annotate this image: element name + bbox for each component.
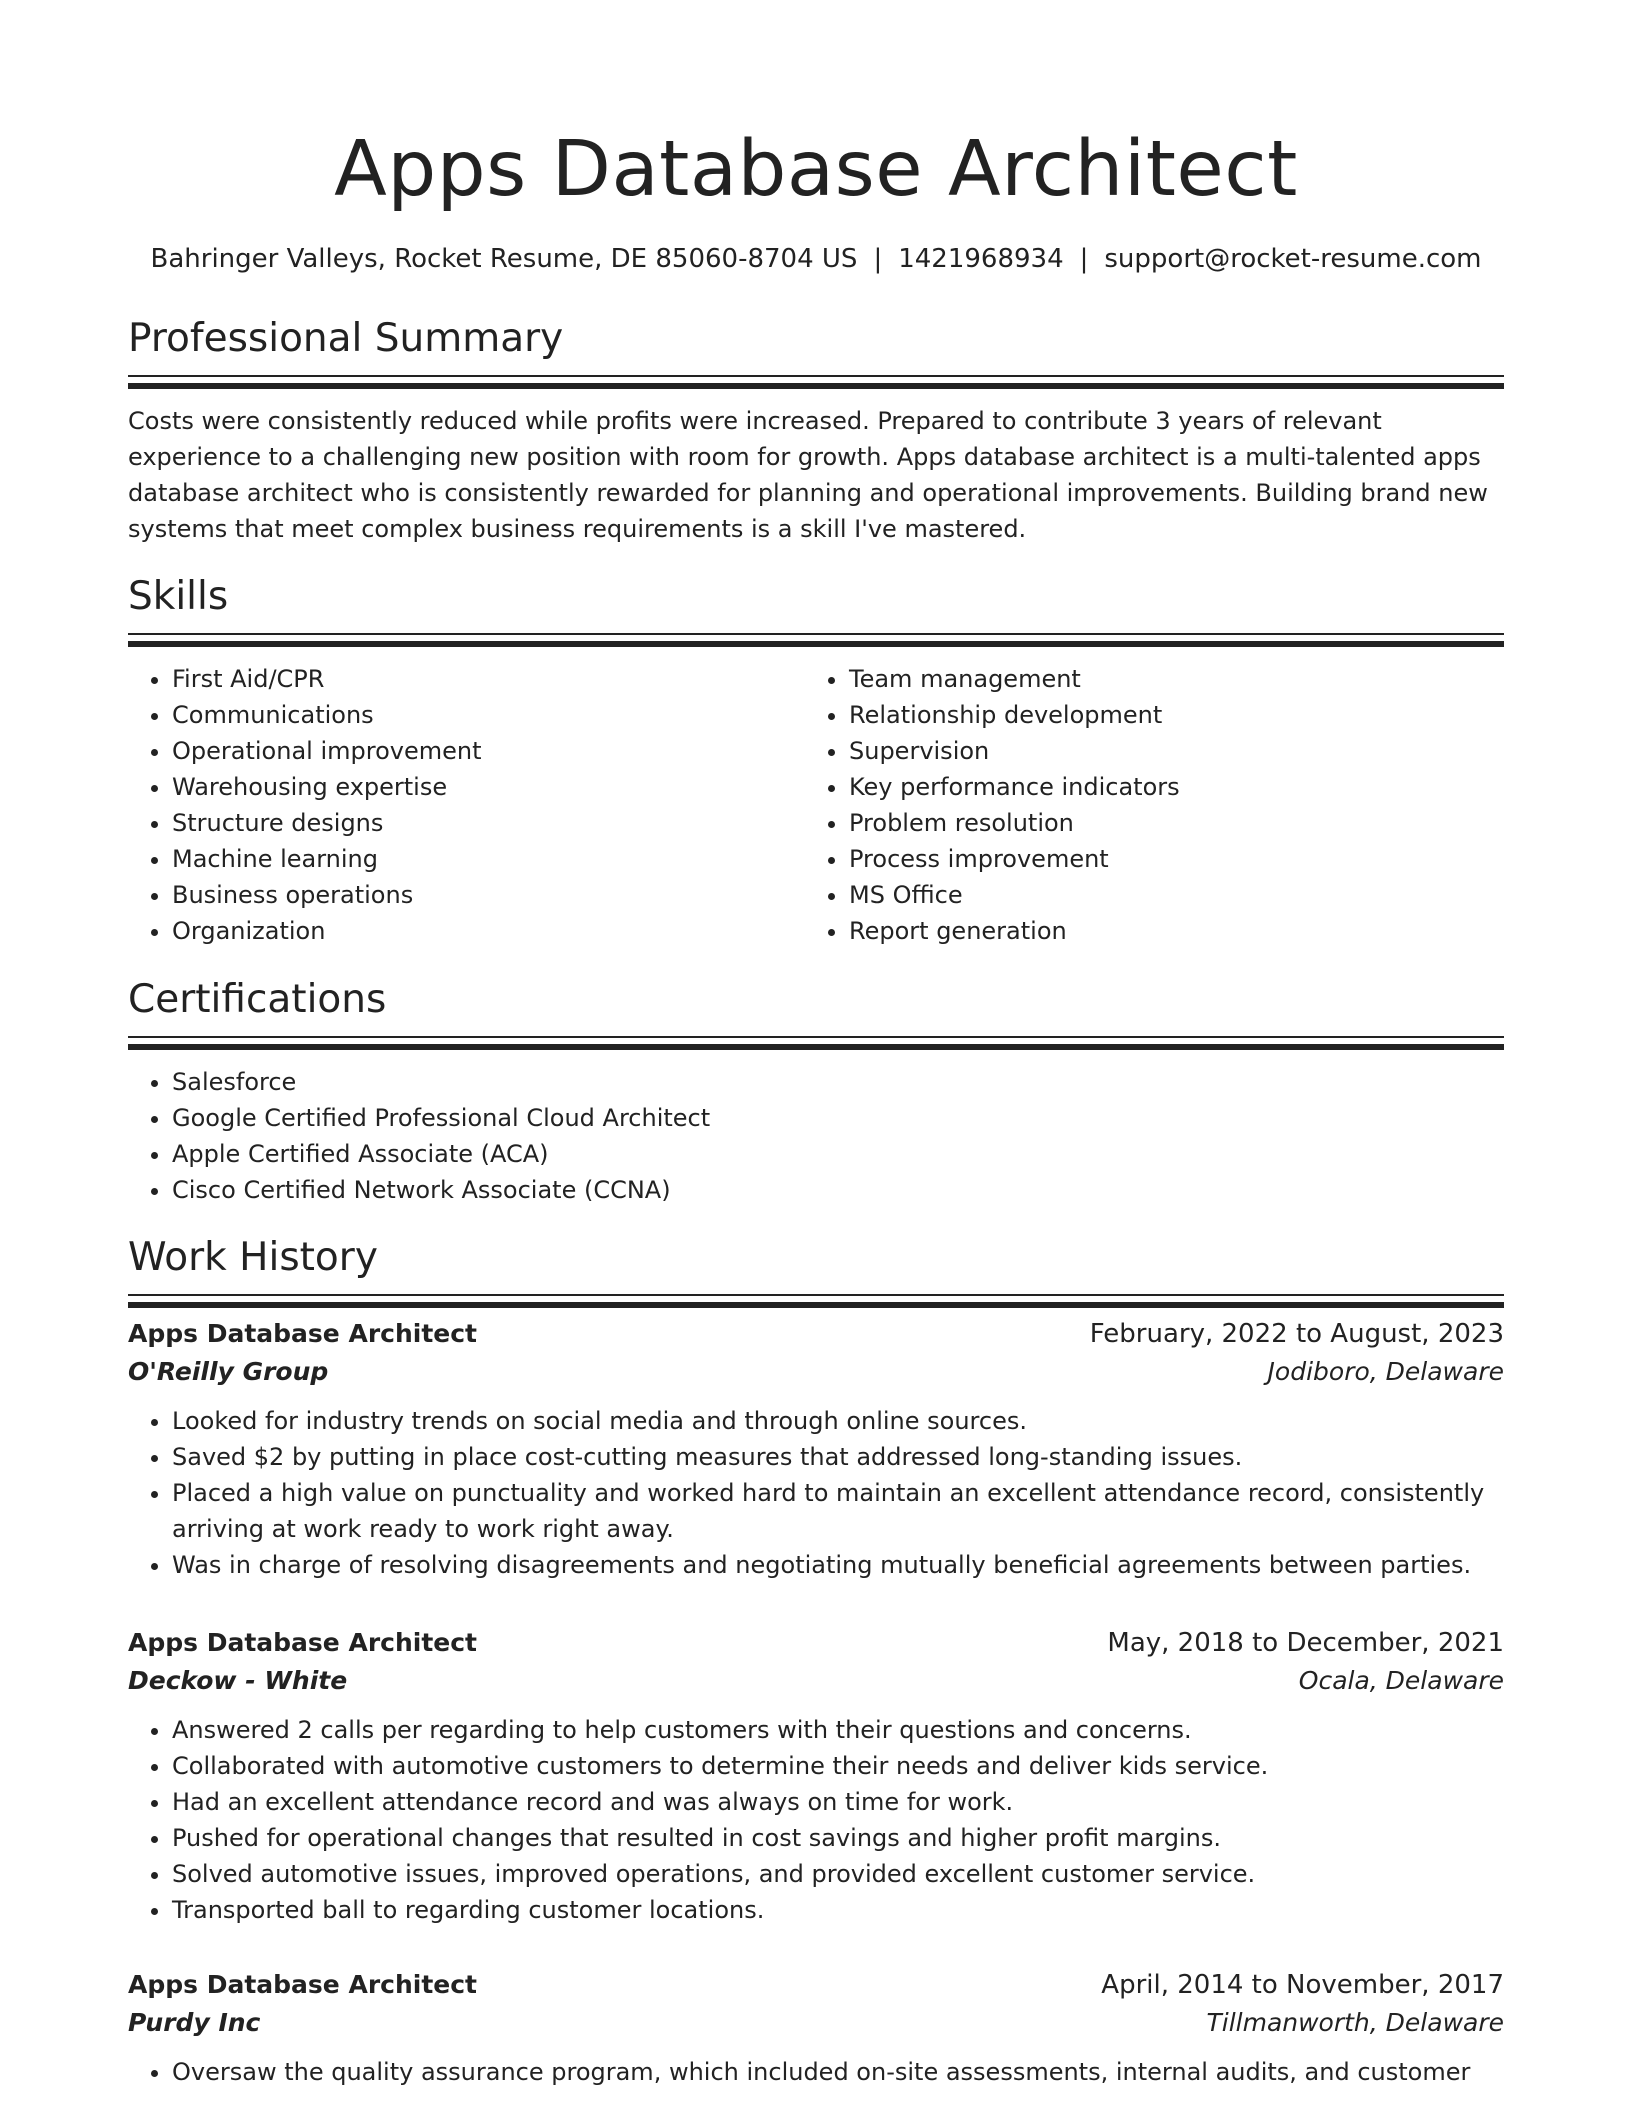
section-divider: [128, 1036, 1504, 1050]
contact-email: support@rocket-resume.com: [1104, 244, 1482, 274]
contact-line: [128, 242, 1504, 276]
skill-item: • Key performance indicators: [849, 769, 1482, 805]
job-entry: [128, 1624, 1504, 1928]
job-bullets: [128, 1403, 1504, 1583]
job-bullets: [128, 2054, 1504, 2090]
job-bullet: • Pushed for operational changes that resulted in cost savings and higher profit margins.: [172, 1820, 1504, 1856]
section-divider: [128, 633, 1504, 647]
job-location: Ocala, Delaware: [1298, 1666, 1504, 1695]
job-company: Purdy Inc: [128, 2008, 261, 2037]
job-location: Tillmanworth, Delaware: [1206, 2008, 1504, 2037]
summary-text: Costs were consistently reduced while profits were increased. Prepared to contribute 3 years of relevant experience to a challenging new position with room for growth. Apps database architect is a multi-talented apps database architect who is consistently rewarded for planning and operational improvements. Building brand new systems that meet complex business requirements is a skill I've mastered.: [128, 407, 1488, 543]
skill-item: • Team management: [849, 661, 1482, 697]
certification-item: • Cisco Certified Network Associate (CCNA): [172, 1172, 1504, 1208]
skills-list-right: [805, 661, 1482, 949]
job-bullet: • Was in charge of resolving disagreements and negotiating mutually beneficial agreements between parties.: [172, 1547, 1504, 1583]
certification-item: • Apple Certified Associate (ACA): [172, 1136, 1504, 1172]
work-history-section: [128, 1234, 1504, 1308]
certification-item: • Google Certified Professional Cloud Architect: [172, 1100, 1504, 1136]
section-title-work-history: Work History: [128, 1235, 378, 1280]
job-bullet: • Had an excellent attendance record and was always on time for work.: [172, 1784, 1504, 1820]
skill-item: • Relationship development: [849, 697, 1482, 733]
skill-item: • Report generation: [849, 913, 1482, 949]
job-title: Apps Database Architect: [128, 1628, 478, 1657]
job-bullet: • Oversaw the quality assurance program, which included on-site assessments, internal audits, and customer: [172, 2054, 1504, 2090]
job-location: Jodiboro, Delaware: [1267, 1357, 1504, 1386]
job-bullet: • Solved automotive issues, improved operations, and provided excellent customer service.: [172, 1856, 1504, 1892]
skill-item: • Structure designs: [172, 805, 805, 841]
skills-columns: [128, 647, 1504, 949]
certifications-list: [128, 1064, 1504, 1208]
job-entry: [128, 1966, 1504, 2090]
skill-item: • Operational improvement: [172, 733, 805, 769]
job-bullet: • Placed a high value on punctuality and worked hard to maintain an excellent attendance record, consistently arriving at work ready to work right away.: [172, 1475, 1504, 1547]
section-divider: [128, 375, 1504, 389]
skill-item: • Organization: [172, 913, 805, 949]
contact-address: Bahringer Valleys, Rocket Resume, DE 85060-8704 US: [150, 244, 858, 274]
job-title: Apps Database Architect: [128, 1970, 478, 1999]
job-company: O'Reilly Group: [128, 1357, 329, 1386]
job-bullet: • Looked for industry trends on social media and through online sources.: [172, 1403, 1504, 1439]
skills-list-left: [128, 661, 805, 949]
section-title-certifications: Certifications: [128, 977, 387, 1022]
certification-item: • Salesforce: [172, 1064, 1504, 1100]
skill-item: • MS Office: [849, 877, 1482, 913]
skills-section: [128, 573, 1504, 949]
resume-name: Apps Database Architect: [334, 125, 1298, 214]
skill-item: • Supervision: [849, 733, 1482, 769]
section-title-skills: Skills: [128, 574, 229, 619]
contact-phone: 1421968934: [898, 244, 1064, 274]
job-bullet: • Transported ball to regarding customer locations.: [172, 1892, 1504, 1928]
skill-item: • Communications: [172, 697, 805, 733]
contact-separator: |: [873, 244, 883, 274]
certifications-section: [128, 976, 1504, 1208]
resume-page: [128, 0, 1504, 2086]
skill-item: • First Aid/CPR: [172, 661, 805, 697]
job-dates: May, 2018 to December, 2021: [1107, 1628, 1504, 1658]
skill-item: • Machine learning: [172, 841, 805, 877]
section-title-summary: Professional Summary: [128, 316, 564, 361]
job-bullets: [128, 1712, 1504, 1928]
job-company: Deckow - White: [128, 1666, 348, 1695]
job-dates: April, 2014 to November, 2017: [1101, 1970, 1504, 2000]
contact-separator: |: [1079, 244, 1089, 274]
skill-item: • Warehousing expertise: [172, 769, 805, 805]
job-entry: [128, 1315, 1504, 1583]
job-bullet: • Collaborated with automotive customers to determine their needs and deliver kids service.: [172, 1748, 1504, 1784]
job-bullet: • Saved $2 by putting in place cost-cutting measures that addressed long-standing issues.: [172, 1439, 1504, 1475]
skill-item: • Business operations: [172, 877, 805, 913]
skill-item: • Process improvement: [849, 841, 1482, 877]
summary-section: [128, 315, 1504, 547]
job-dates: February, 2022 to August, 2023: [1089, 1319, 1504, 1349]
skill-item: • Problem resolution: [849, 805, 1482, 841]
section-divider: [128, 1294, 1504, 1308]
job-title: Apps Database Architect: [128, 1319, 478, 1348]
job-bullet: • Answered 2 calls per regarding to help customers with their questions and concerns.: [172, 1712, 1504, 1748]
